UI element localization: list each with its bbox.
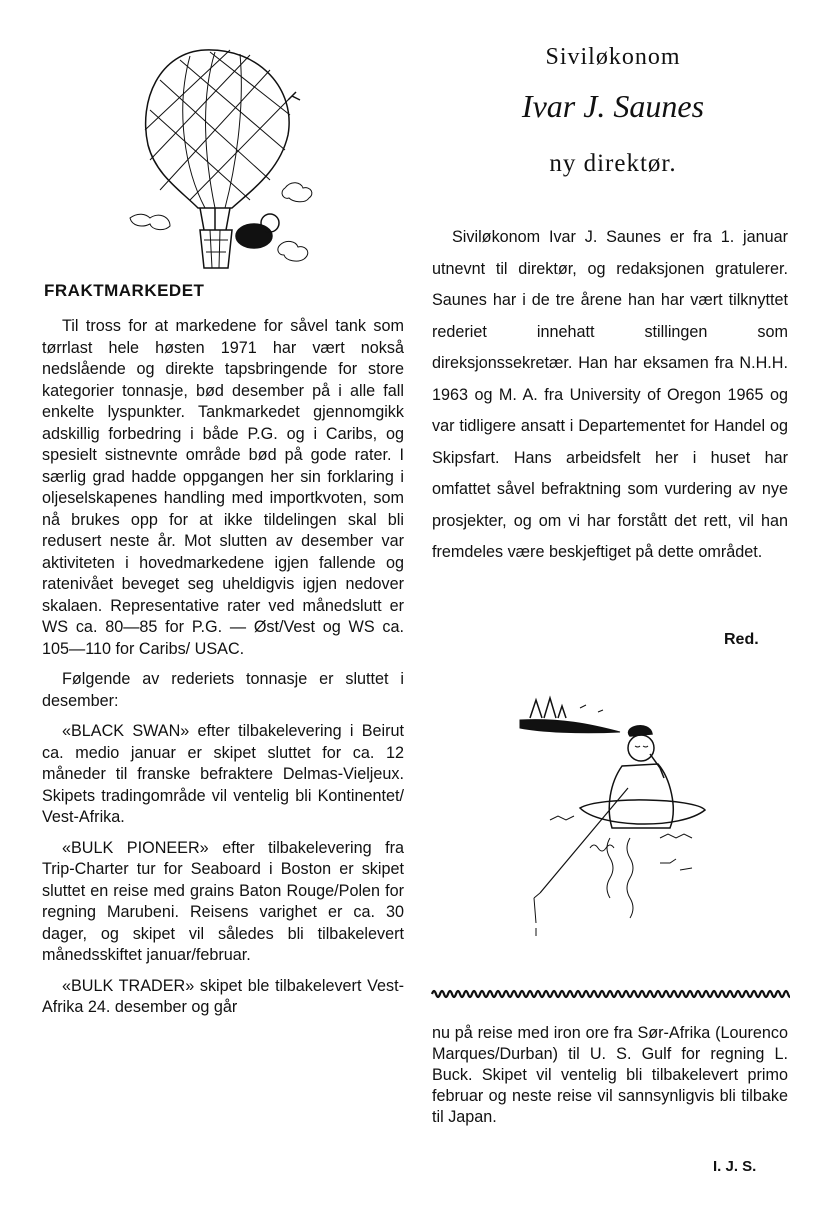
paragraph: Siviløkonom Ivar J. Saunes er fra 1. januar utnevnt til direktør, og redaksjonen gratulerer. Saunes har i de tre årene han har vært tilknyttet rederiet innehatt stillingen som direksjonssekretær. Han har eksamen fra N.H.H. 1963 og M. A. fra University of Oregon 1965 og var tidligere ansatt i Departementet for Handel og Skipsfart. Hans arbeidsfelt her i huset har omfattet såvel befraktning som vurdering av nye prosjekter, og om vi har forstått det rett, vil han fremdeles være beskjeftiget på dette området. bbox=[432, 228, 788, 561]
article-body bbox=[432, 222, 788, 569]
author-initials: I. J. S. bbox=[713, 1158, 757, 1175]
article-title-line-3: ny direktør. bbox=[549, 150, 677, 177]
paragraph: Følgende av rederiets tonnasje er sluttet i desember: bbox=[42, 670, 404, 710]
paragraph: «BLACK SWAN» efter tilbakelevering i Beirut ca. medio januar er skipet sluttet for ca. 12 måneder til franske befraktere Delmas-Vieljeux. Skipets tradingområde vil ventelig bli Kontinentet/ Vest-Afrika. bbox=[42, 722, 404, 826]
hot-air-balloon-icon bbox=[120, 40, 330, 285]
article-title-line-1: Siviløkonom bbox=[545, 44, 681, 70]
paragraph: nu på reise med iron ore fra Sør-Afrika (Lourenco Marques/Durban) til U. S. Gulf for regning L. Buck. Skipet vil ventelig bli tilbakelevert primo februar og neste reise vil sannsynligvis bli tilbake til Japan. bbox=[432, 1024, 788, 1126]
paragraph: Til tross for at markedene for såvel tank som tørrlast hele høsten 1971 har vært nokså nedslående og direkte tapsbringende for store kategorier tonnasje, bød desember på i alle fall enkelte lyspunkter. Tankmarkedet gjennomgikk adskillig forbedring i både P.G. og i Caribs, og spesielt sistnevnte område bød på gode rater. I særlig grad hadde oppgangen her sin forklaring i oljeselskapenes handling med importkvoten, som nå brukes opp for at ikke tildelingen skal bli redusert neste år. Mot slutten av desember var aktiviteten i hovedmarkedene igjen fallende og ratenivået beveget seg uheldigvis igjen nedover skalaen. Representative rater ved månedslutt er WS ca. 80—85 for P.G. — Øst/Vest og WS ca. 105—110 for Caribs/ USAC. bbox=[42, 317, 404, 658]
wavy-line-divider bbox=[430, 984, 790, 1004]
article-signature: Red. bbox=[724, 631, 759, 648]
fisherman-in-boat-icon bbox=[510, 688, 715, 943]
article-title-name: Ivar J. Saunes bbox=[521, 88, 705, 124]
continuation-text bbox=[432, 1023, 788, 1128]
left-column-text bbox=[42, 316, 404, 1028]
paragraph: «BULK TRADER» skipet ble tilbakelevert Vest-Afrika 24. desember og går bbox=[42, 976, 404, 1016]
paragraph: «BULK PIONEER» efter tilbakelevering fra Trip-Charter tur for Seaboard i Boston er skipet sluttet en reise med grains Baton Rouge/Polen for regning Marubeni. Reisens varighet er ca. 30 dager, og skipet vil således bli tilbakelevert månedsskiftet januar/februar. bbox=[42, 838, 404, 964]
section-heading: FRAKTMARKEDET bbox=[44, 281, 205, 300]
